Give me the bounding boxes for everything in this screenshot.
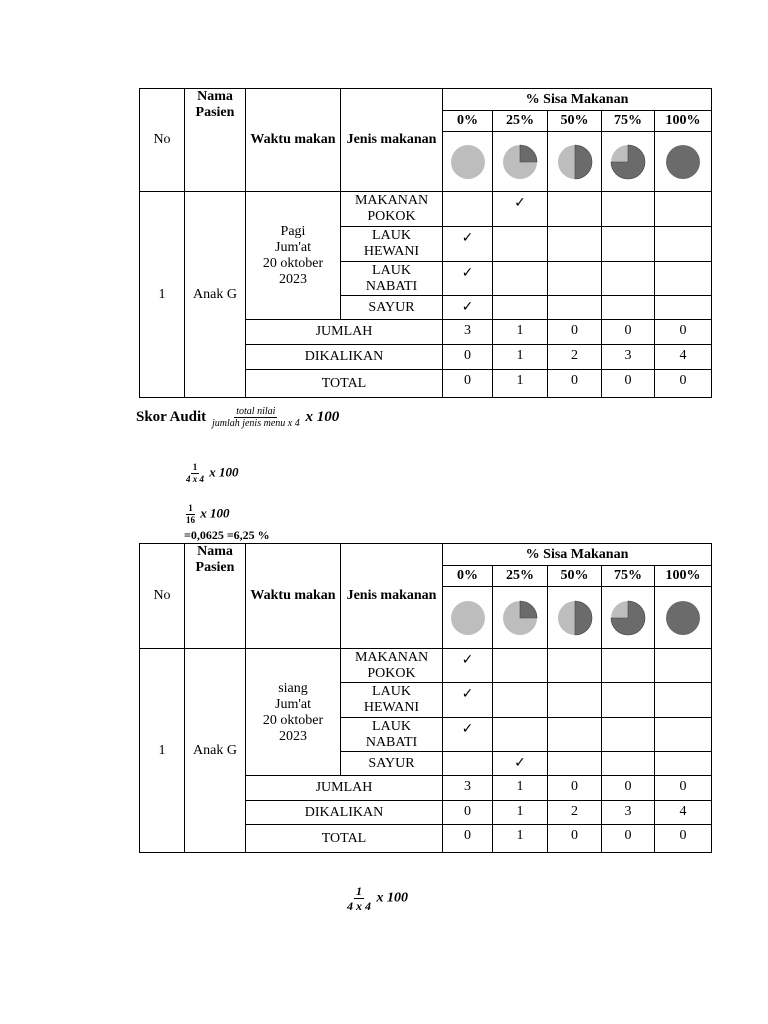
meal-time-line: Jum'at bbox=[275, 240, 311, 255]
meal-time-line: 20 oktober bbox=[262, 713, 324, 728]
checkmark-icon: ✓ bbox=[461, 230, 474, 246]
dikalikan-label: DIKALIKAN bbox=[246, 801, 443, 825]
jumlah-label: JUMLAH bbox=[246, 776, 443, 801]
bottom-numerator: 1 bbox=[356, 884, 362, 898]
dikalikan-value: 3 bbox=[602, 801, 655, 825]
jumlah-value: 0 bbox=[602, 776, 655, 801]
percent-header-3: 75% bbox=[602, 566, 655, 587]
pie-slice bbox=[520, 145, 537, 162]
header-waktu-makan: Waktu makan bbox=[246, 544, 341, 649]
jumlah-value: 1 bbox=[493, 320, 548, 345]
check-cell-100pct bbox=[655, 296, 712, 320]
skor-audit-formula bbox=[136, 406, 339, 429]
checkmark-icon: ✓ bbox=[461, 299, 474, 315]
check-cell-50pct bbox=[548, 718, 602, 752]
check-cell-25pct bbox=[493, 262, 548, 296]
dikalikan-value: 3 bbox=[602, 345, 655, 370]
pie-base bbox=[451, 145, 485, 179]
pie-50pct bbox=[548, 132, 602, 192]
step1-numerator: 1 bbox=[192, 462, 198, 472]
pie-25pct bbox=[493, 132, 548, 192]
check-cell-100pct bbox=[655, 192, 712, 227]
dikalikan-value: 4 bbox=[655, 801, 712, 825]
check-cell-50pct bbox=[548, 683, 602, 718]
jumlah-value: 3 bbox=[443, 320, 493, 345]
dikalikan-label: DIKALIKAN bbox=[246, 345, 443, 370]
checkmark-icon: ✓ bbox=[461, 721, 474, 737]
check-cell-75pct bbox=[602, 296, 655, 320]
row-no: 1 bbox=[140, 649, 185, 853]
step2-denominator: 16 bbox=[186, 515, 195, 525]
jumlah-value: 0 bbox=[548, 320, 602, 345]
dikalikan-value: 0 bbox=[443, 345, 493, 370]
header-jenis-makanan: Jenis makanan bbox=[341, 89, 443, 192]
total-value: 1 bbox=[493, 370, 548, 398]
total-value: 0 bbox=[602, 370, 655, 398]
header-no: No bbox=[140, 544, 185, 649]
step2-numerator: 1 bbox=[188, 503, 193, 513]
check-cell-0pct bbox=[443, 262, 493, 296]
check-cell-75pct bbox=[602, 752, 655, 776]
meal-time bbox=[246, 649, 341, 776]
meal-time-line: Jum'at bbox=[275, 697, 311, 712]
checkmark-icon: ✓ bbox=[461, 686, 474, 702]
check-cell-75pct bbox=[602, 262, 655, 296]
step1-multiplier: x 100 bbox=[209, 464, 239, 480]
check-cell-25pct bbox=[493, 718, 548, 752]
check-cell-25pct bbox=[493, 752, 548, 776]
total-value: 0 bbox=[655, 825, 712, 853]
food-type: MAKANAN POKOK bbox=[341, 192, 443, 227]
total-value: 0 bbox=[443, 370, 493, 398]
dikalikan-value: 1 bbox=[493, 801, 548, 825]
food-waste-table-siang bbox=[139, 543, 712, 853]
food-type: LAUK HEWANI bbox=[341, 227, 443, 262]
checkmark-icon: ✓ bbox=[461, 265, 474, 281]
pie-50pct bbox=[548, 587, 602, 649]
check-cell-25pct bbox=[493, 296, 548, 320]
total-label: TOTAL bbox=[246, 370, 443, 398]
check-cell-50pct bbox=[548, 649, 602, 683]
dikalikan-value: 2 bbox=[548, 801, 602, 825]
pie-chart-icon bbox=[655, 144, 711, 180]
check-cell-100pct bbox=[655, 227, 712, 262]
step1-formula bbox=[184, 462, 239, 485]
total-label: TOTAL bbox=[246, 825, 443, 853]
step1-denominator: 4 x 4 bbox=[186, 474, 204, 484]
pie-chart-icon bbox=[548, 144, 601, 180]
skor-audit-label: Skor Audit bbox=[136, 408, 207, 425]
check-cell-100pct bbox=[655, 683, 712, 718]
check-cell-50pct bbox=[548, 192, 602, 227]
header-no: No bbox=[140, 89, 185, 192]
check-cell-0pct bbox=[443, 227, 493, 262]
pie-chart-icon bbox=[493, 600, 547, 636]
pie-chart-icon bbox=[602, 144, 654, 180]
check-cell-75pct bbox=[602, 227, 655, 262]
total-value: 0 bbox=[443, 825, 493, 853]
pie-chart-icon bbox=[493, 144, 547, 180]
check-cell-0pct bbox=[443, 718, 493, 752]
pie-base bbox=[666, 145, 700, 179]
checkmark-icon: ✓ bbox=[514, 195, 526, 211]
bottom-multiplier: x 100 bbox=[376, 890, 408, 906]
jumlah-value: 3 bbox=[443, 776, 493, 801]
total-value: 0 bbox=[548, 370, 602, 398]
pie-25pct bbox=[493, 587, 548, 649]
patient-name: Anak G bbox=[185, 192, 246, 398]
pie-base bbox=[451, 601, 485, 635]
skor-audit-numerator: total nilai bbox=[236, 406, 276, 417]
pie-slice bbox=[520, 601, 537, 618]
patient-name: Anak G bbox=[185, 649, 246, 853]
checkmark-icon: ✓ bbox=[514, 755, 526, 771]
jumlah-value: 0 bbox=[655, 320, 712, 345]
check-cell-0pct bbox=[443, 649, 493, 683]
jumlah-value: 0 bbox=[548, 776, 602, 801]
total-value: 1 bbox=[493, 825, 548, 853]
total-value: 0 bbox=[655, 370, 712, 398]
check-cell-50pct bbox=[548, 227, 602, 262]
meal-time bbox=[246, 192, 341, 320]
header-sisa-makanan: % Sisa Makanan bbox=[443, 89, 712, 111]
pie-0pct bbox=[443, 587, 493, 649]
dikalikan-value: 4 bbox=[655, 345, 712, 370]
total-value: 0 bbox=[602, 825, 655, 853]
result-text: =0,0625 =6,25 % bbox=[184, 528, 270, 542]
total-value: 0 bbox=[548, 825, 602, 853]
check-cell-25pct bbox=[493, 683, 548, 718]
jumlah-value: 0 bbox=[655, 776, 712, 801]
food-waste-table-pagi bbox=[139, 88, 712, 398]
header-nama-pasien: Nama Pasien bbox=[185, 89, 246, 192]
checkmark-icon: ✓ bbox=[461, 652, 474, 668]
dikalikan-value: 1 bbox=[493, 345, 548, 370]
percent-header-0: 0% bbox=[443, 566, 493, 587]
food-type: LAUK HEWANI bbox=[341, 683, 443, 718]
pie-0pct bbox=[443, 132, 493, 192]
header-sisa-makanan: % Sisa Makanan bbox=[443, 544, 712, 566]
step2-multiplier: x 100 bbox=[200, 505, 230, 521]
pie-chart-icon bbox=[443, 600, 492, 636]
check-cell-25pct bbox=[493, 192, 548, 227]
bottom-denominator: 4 x 4 bbox=[347, 899, 371, 913]
check-cell-0pct bbox=[443, 683, 493, 718]
check-cell-75pct bbox=[602, 683, 655, 718]
check-cell-100pct bbox=[655, 752, 712, 776]
pie-slice bbox=[575, 145, 592, 179]
check-cell-100pct bbox=[655, 649, 712, 683]
food-type: SAYUR bbox=[341, 296, 443, 320]
food-type: LAUK NABATI bbox=[341, 718, 443, 752]
check-cell-0pct bbox=[443, 296, 493, 320]
pie-chart-icon bbox=[655, 600, 711, 636]
dikalikan-value: 0 bbox=[443, 801, 493, 825]
percent-header-0: 0% bbox=[443, 111, 493, 132]
meal-time-line: siang bbox=[278, 681, 308, 696]
check-cell-25pct bbox=[493, 227, 548, 262]
header-jenis-makanan: Jenis makanan bbox=[341, 544, 443, 649]
meal-time-line: 20 oktober bbox=[262, 256, 324, 271]
pie-75pct bbox=[602, 132, 655, 192]
pie-chart-icon bbox=[548, 600, 601, 636]
check-cell-0pct bbox=[443, 192, 493, 227]
skor-audit-multiplier: x 100 bbox=[305, 408, 340, 425]
check-cell-25pct bbox=[493, 649, 548, 683]
percent-header-1: 25% bbox=[493, 111, 548, 132]
pie-100pct bbox=[655, 132, 712, 192]
skor-audit-denominator: jumlah jenis menu x 4 bbox=[211, 418, 300, 429]
percent-header-4: 100% bbox=[655, 566, 712, 587]
check-cell-100pct bbox=[655, 262, 712, 296]
jumlah-label: JUMLAH bbox=[246, 320, 443, 345]
percent-header-3: 75% bbox=[602, 111, 655, 132]
percent-header-1: 25% bbox=[493, 566, 548, 587]
pie-slice bbox=[575, 601, 592, 635]
check-cell-50pct bbox=[548, 262, 602, 296]
row-no: 1 bbox=[140, 192, 185, 398]
check-cell-75pct bbox=[602, 718, 655, 752]
bottom-formula bbox=[345, 884, 408, 913]
jumlah-value: 1 bbox=[493, 776, 548, 801]
check-cell-75pct bbox=[602, 192, 655, 227]
step2-formula bbox=[184, 503, 230, 526]
check-cell-50pct bbox=[548, 752, 602, 776]
meal-time-line: 2023 bbox=[279, 729, 307, 744]
pie-chart-icon bbox=[602, 600, 654, 636]
pie-100pct bbox=[655, 587, 712, 649]
percent-header-2: 50% bbox=[548, 566, 602, 587]
food-type: LAUK NABATI bbox=[341, 262, 443, 296]
food-type: MAKANAN POKOK bbox=[341, 649, 443, 683]
dikalikan-value: 2 bbox=[548, 345, 602, 370]
jumlah-value: 0 bbox=[602, 320, 655, 345]
pie-chart-icon bbox=[443, 144, 492, 180]
check-cell-75pct bbox=[602, 649, 655, 683]
pie-base bbox=[666, 601, 700, 635]
food-type: SAYUR bbox=[341, 752, 443, 776]
meal-time-line: Pagi bbox=[280, 224, 306, 239]
check-cell-0pct bbox=[443, 752, 493, 776]
check-cell-100pct bbox=[655, 718, 712, 752]
header-nama-pasien: Nama Pasien bbox=[185, 544, 246, 649]
header-waktu-makan: Waktu makan bbox=[246, 89, 341, 192]
percent-header-2: 50% bbox=[548, 111, 602, 132]
check-cell-50pct bbox=[548, 296, 602, 320]
pie-75pct bbox=[602, 587, 655, 649]
meal-time-line: 2023 bbox=[279, 272, 307, 287]
percent-header-4: 100% bbox=[655, 111, 712, 132]
